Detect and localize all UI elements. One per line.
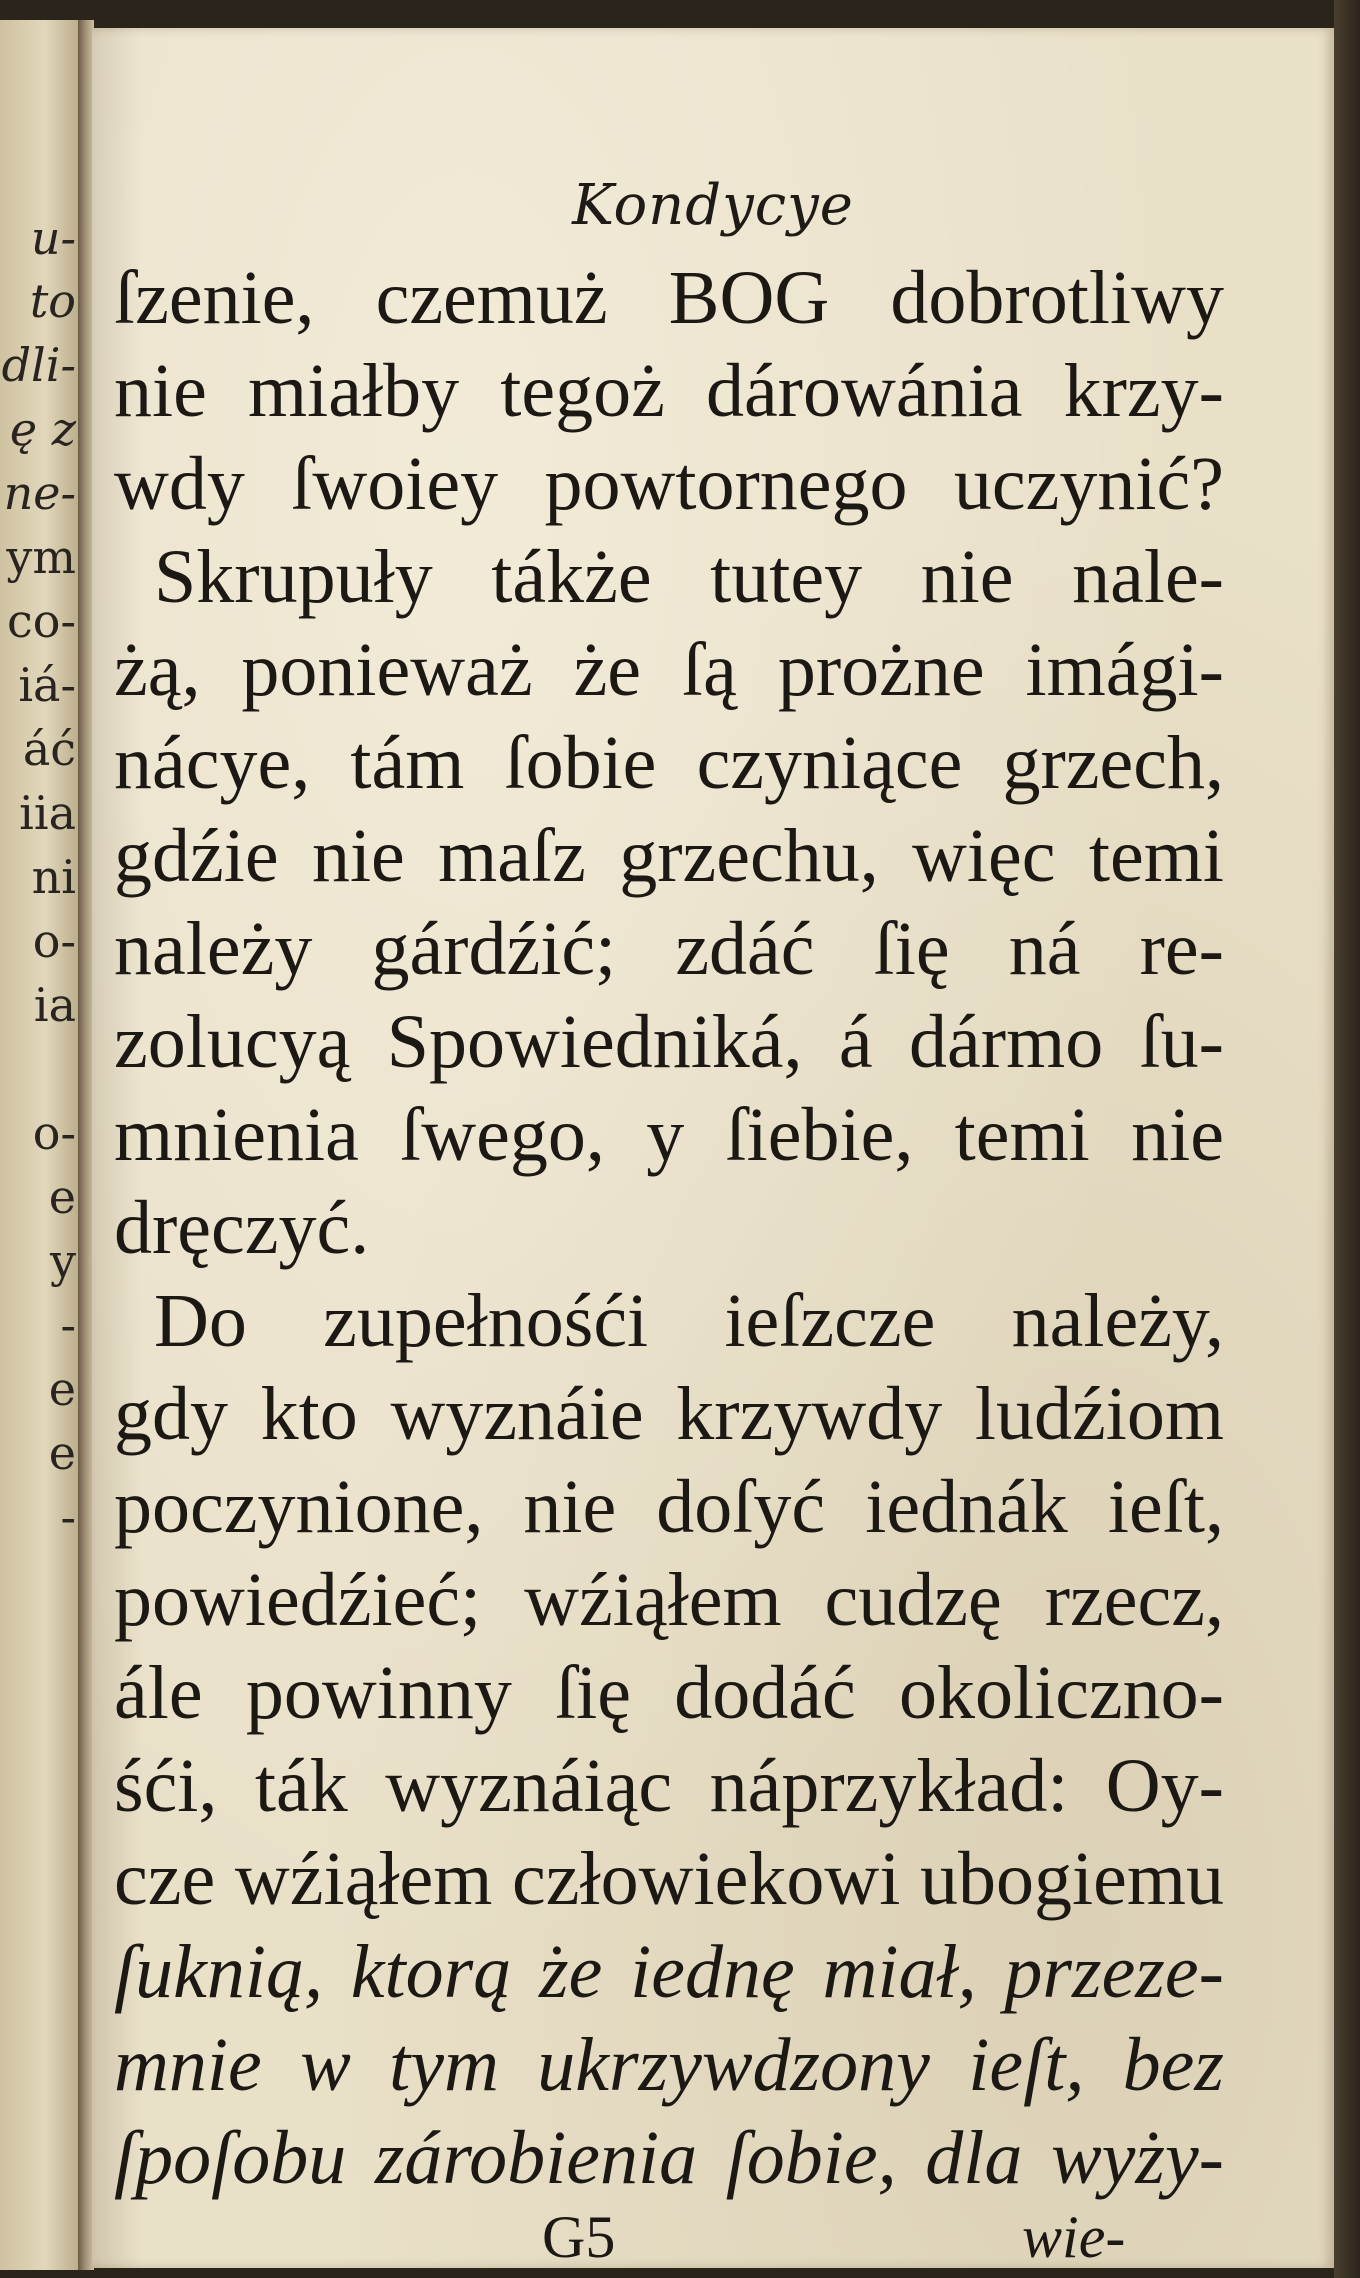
text-line: mnie w tym ukrzywdzony ieſt, bez bbox=[114, 2023, 1224, 2107]
text-line: zolucyą Spowiedniká, á dármo ſu- bbox=[114, 1000, 1224, 1084]
signature-mark: G5 bbox=[542, 2204, 616, 2270]
scan-border-right bbox=[1334, 0, 1360, 2278]
facing-page-fragment: co- bbox=[7, 594, 76, 648]
facing-page-fragment: e bbox=[48, 1362, 76, 1416]
facing-page-fragment: ne- bbox=[3, 466, 76, 520]
facing-page-fragment: - bbox=[60, 1490, 76, 1544]
facing-page-edge bbox=[0, 20, 82, 2270]
facing-page-fragment: to bbox=[29, 274, 76, 328]
facing-page-fragment: ia bbox=[33, 978, 76, 1032]
facing-page-fragment: o- bbox=[32, 914, 76, 968]
text-line: gdy kto wyznáie krzywdy ludźiom bbox=[114, 1372, 1224, 1456]
text-line: wdy ſwoiey powtornego uczynić? bbox=[114, 442, 1224, 526]
text-line: Do zupełnośći ieſzcze należy, bbox=[154, 1279, 1224, 1363]
catchword: wie- bbox=[1022, 2204, 1126, 2270]
text-line: ſzenie, czemuż BOG dobrotliwy bbox=[114, 256, 1224, 340]
text-line: ále powinny ſię dodáć okoliczno- bbox=[114, 1651, 1224, 1735]
text-line: nie miałby tegoż dárowánia krzy- bbox=[114, 349, 1224, 433]
text-line: ſuknią, ktorą że iednę miał, przeze- bbox=[114, 1930, 1224, 2014]
facing-page-fragment: iá- bbox=[18, 658, 76, 712]
facing-page-fragment: ym bbox=[6, 530, 76, 584]
facing-page-fragment: y bbox=[50, 1234, 76, 1288]
book-page bbox=[92, 28, 1334, 2268]
text-line: gdźie nie maſz grzechu, więc temi bbox=[114, 814, 1224, 898]
facing-page-fragment: ni bbox=[31, 850, 76, 904]
running-head: Kondycye bbox=[572, 173, 854, 238]
facing-page-fragment: - bbox=[60, 1298, 76, 1352]
facing-page-fragment: u- bbox=[30, 211, 76, 265]
facing-page-fragment: áć bbox=[22, 722, 76, 776]
text-line: ſpoſobu zárobienia ſobie, dla wyży- bbox=[114, 2116, 1224, 2200]
text-line: powiedźieć; wźiąłem cudzę rzecz, bbox=[114, 1558, 1224, 1642]
facing-page-fragment: ę z bbox=[9, 402, 76, 456]
text-line: śći, ták wyznáiąc náprzykład: Oy- bbox=[114, 1744, 1224, 1828]
facing-page-fragment: iia bbox=[19, 786, 76, 840]
text-line: poczynione, nie doſyć iednák ieſt, bbox=[114, 1465, 1224, 1549]
text-line: dręczyć. bbox=[114, 1186, 370, 1270]
text-line: należy gárdźić; zdáć ſię ná re- bbox=[114, 907, 1224, 991]
text-line: mnienia ſwego, y ſiebie, temi nie bbox=[114, 1093, 1224, 1177]
facing-page-fragment: e bbox=[48, 1426, 76, 1480]
text-line: Skrupuły tákże tutey nie nale- bbox=[154, 535, 1224, 619]
scan-border-top bbox=[0, 0, 1360, 22]
facing-page-fragment: o- bbox=[32, 1106, 76, 1160]
facing-page-fragment: e bbox=[48, 1170, 76, 1224]
text-line: cze wźiąłem człowiekowi ubogiemu bbox=[114, 1837, 1224, 1921]
text-line: nácye, tám ſobie czyniące grzech, bbox=[114, 721, 1224, 805]
text-line: żą, ponieważ że ſą prożne imági- bbox=[114, 628, 1224, 712]
facing-page-fragment: dli- bbox=[1, 338, 76, 392]
